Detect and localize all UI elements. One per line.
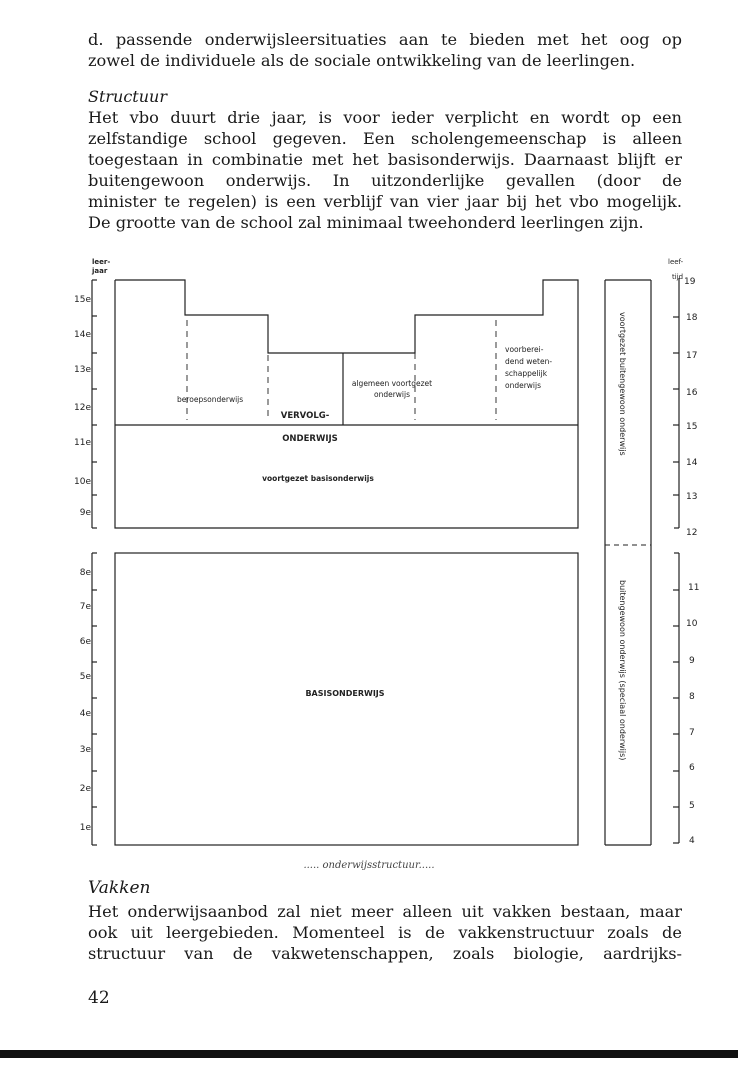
label-voorb-2: dend weten- [505,357,553,366]
left-tick-7: 7e [79,602,91,612]
label-algemeen-1: algemeen voortgezet [351,379,433,388]
left-tick-13: 13e [74,365,91,375]
intro-line-1: d. passende onderwijsleersituaties aan te bieden met het oog op [88,30,682,49]
label-voortgezet-basisonderwijs: voortgezet basisonderwijs [262,474,374,483]
left-tick-8: 8e [79,568,91,578]
left-tick-3: 3e [79,745,91,755]
right-tick-15: 15 [686,422,698,432]
left-tick-1: 1e [79,823,91,833]
label-vervolg: VERVOLG- [280,411,330,421]
right-tick-12: 12 [686,528,698,538]
right-tick-18: 18 [686,313,698,323]
intro-line-2: zowel de individuele als de sociale ontwikkeling van de leerlingen. [88,51,636,70]
left-tick-9: 9e [79,508,91,518]
label-voorb-1: voorberei- [505,345,544,354]
left-tick-12: 12e [74,403,91,413]
label-voorb-3: schappelijk [505,369,548,378]
label-onderwijs: ONDERWIJS [282,434,338,444]
scan-edge-bar [0,1050,738,1058]
label-algemeen-2: onderwijs [373,390,411,399]
left-axis-title-2: jaar [92,267,108,275]
label-voortgezet-buitengewoon: voortgezet buitengewoon onderwijs [618,312,627,456]
right-tick-4: 4 [689,836,695,846]
right-tick-6: 6 [689,763,695,773]
left-tick-14: 14e [74,330,91,340]
label-voorb-4: onderwijs [505,381,542,390]
label-basisonderwijs: BASISONDERWIJS [305,689,385,698]
right-tick-14: 14 [686,458,698,468]
right-tick-17: 17 [686,351,698,361]
vakken-line-3: structuur van de vakwetenschappen, zoals biologie, aardrijks- [88,944,682,963]
structuur-line-6: De grootte van de school zal minimaal tweehonderd leerlingen zijn. [88,213,644,232]
left-axis-title-1: leer- [92,258,111,266]
left-tick-11: 11e [74,438,91,448]
structuur-line-4: buitengewoon onderwijs. In uitzonderlijke gevallen (door de [88,171,682,190]
left-tick-15: 15e [74,295,91,305]
page-number: 42 [88,988,110,1008]
left-tick-5: 5e [79,672,91,682]
right-tick-10: 10 [686,619,698,629]
left-tick-4: 4e [79,709,91,719]
right-tick-19: 19 [684,277,696,287]
vakken-heading: Vakken [88,878,151,898]
right-tick-7: 7 [689,728,695,738]
left-tick-10: 10e [74,477,91,487]
structuur-line-5: minister te regelen) is een verblijf van vier jaar bij het vbo mogelijk. [88,192,682,211]
structuur-line-3: toegestaan in combinatie met het basisonderwijs. Daarnaast blijft er [88,150,682,169]
structuur-line-1: Het vbo duurt drie jaar, is voor ieder verplicht en wordt op een [88,108,682,127]
structuur-heading: Structuur [88,87,167,106]
right-tick-16: 16 [686,388,698,398]
vakken-line-2: ook uit leergebieden. Momenteel is de vakkenstructuur zoals de [88,923,682,942]
right-tick-5: 5 [689,801,695,811]
left-tick-2: 2e [79,784,91,794]
right-axis-title-1: leef- [668,258,684,266]
diagram-caption: ..... onderwijsstructuur..... [303,860,435,871]
vakken-line-1: Het onderwijsaanbod zal niet meer alleen uit vakken bestaan, maar [88,902,682,921]
left-tick-6: 6e [79,637,91,647]
structuur-line-2: zelfstandige school gegeven. Een scholengemeenschap is alleen [88,129,682,148]
right-tick-13: 13 [686,492,698,502]
right-axis-title-2: tijd [672,273,684,281]
label-beroepsonderwijs: beroepsonderwijs [177,395,244,404]
right-tick-9: 9 [689,656,695,666]
right-tick-11: 11 [688,583,700,593]
label-buitengewoon-speciaal: buitengewoon onderwijs (speciaal onderwijs) [618,580,627,761]
right-tick-8: 8 [689,692,695,702]
